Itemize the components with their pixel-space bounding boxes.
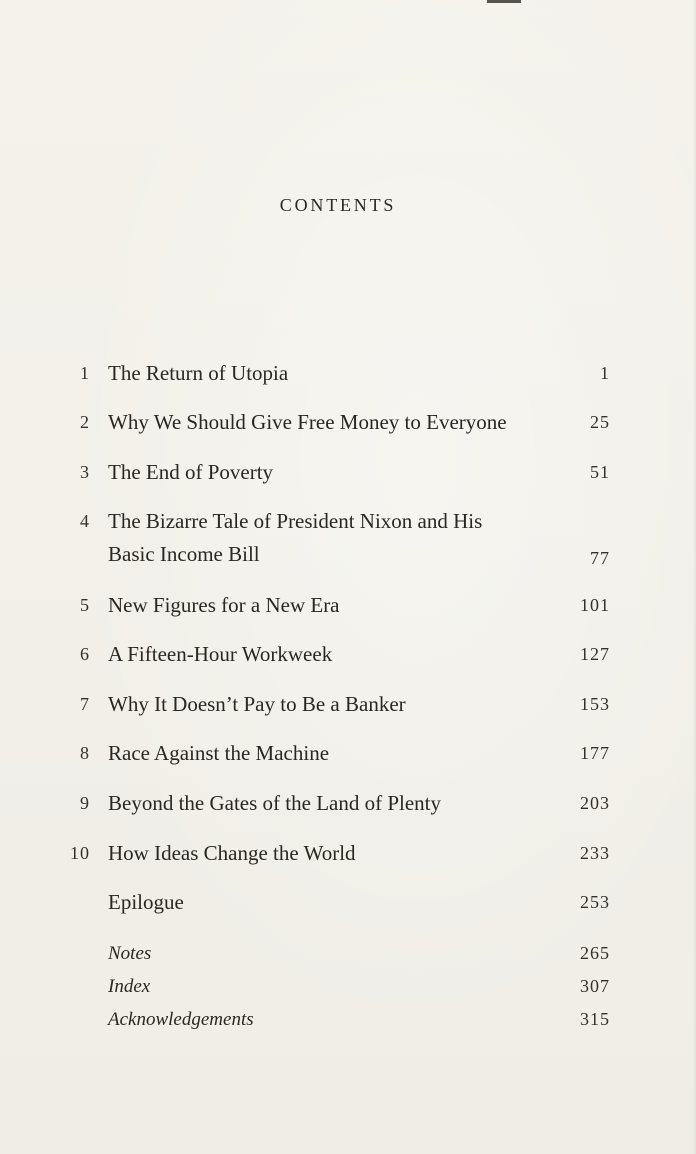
page-number: 315 xyxy=(580,1009,610,1029)
section-title: Index xyxy=(108,976,151,997)
page-number: 77 xyxy=(590,548,610,568)
page-number: 127 xyxy=(580,644,610,664)
section-title: Acknowledgements xyxy=(108,1009,254,1030)
section-title: Notes xyxy=(108,943,152,964)
chapter-title: A Fifteen-Hour Workweek xyxy=(108,642,333,666)
chapter-number: 7 xyxy=(80,694,90,714)
page-number: 25 xyxy=(590,412,610,432)
contents-heading: CONTENTS xyxy=(279,195,397,215)
page-number: 177 xyxy=(580,743,610,763)
page-number: 51 xyxy=(590,462,610,482)
chapter-title: Why It Doesn’t Pay to Be a Banker xyxy=(108,692,406,716)
page-number: 1 xyxy=(600,363,610,383)
page-number: 265 xyxy=(580,943,610,963)
chapter-number: 2 xyxy=(80,412,90,432)
chapter-number: 3 xyxy=(80,462,90,482)
page-number: 233 xyxy=(580,843,610,863)
page-number: 253 xyxy=(580,892,610,912)
chapter-number: 10 xyxy=(70,843,90,863)
chapter-number: 5 xyxy=(80,595,90,615)
chapter-number: 1 xyxy=(80,363,90,383)
page-number: 307 xyxy=(580,976,610,996)
page-number: 101 xyxy=(580,595,610,615)
page-number: 153 xyxy=(580,694,610,714)
chapter-title: Why We Should Give Free Money to Everyone xyxy=(108,410,507,434)
chapter-number: 8 xyxy=(80,743,90,763)
chapter-title-line-2: Basic Income Bill xyxy=(108,542,260,566)
chapter-number: 6 xyxy=(80,644,90,664)
chapter-number: 4 xyxy=(80,511,90,531)
chapter-title: Race Against the Machine xyxy=(108,741,330,765)
chapter-title-line-1: The Bizarre Tale of President Nixon and His xyxy=(108,509,483,533)
chapter-title: The End of Poverty xyxy=(108,460,274,484)
page-number: 203 xyxy=(580,793,610,813)
chapter-title: Beyond the Gates of the Land of Plenty xyxy=(108,791,442,815)
chapter-title: New Figures for a New Era xyxy=(108,593,340,617)
chapter-number: 9 xyxy=(80,793,90,813)
chapter-title: The Return of Utopia xyxy=(108,361,289,385)
section-title: Epilogue xyxy=(108,890,184,914)
chapter-title: How Ideas Change the World xyxy=(108,841,356,865)
